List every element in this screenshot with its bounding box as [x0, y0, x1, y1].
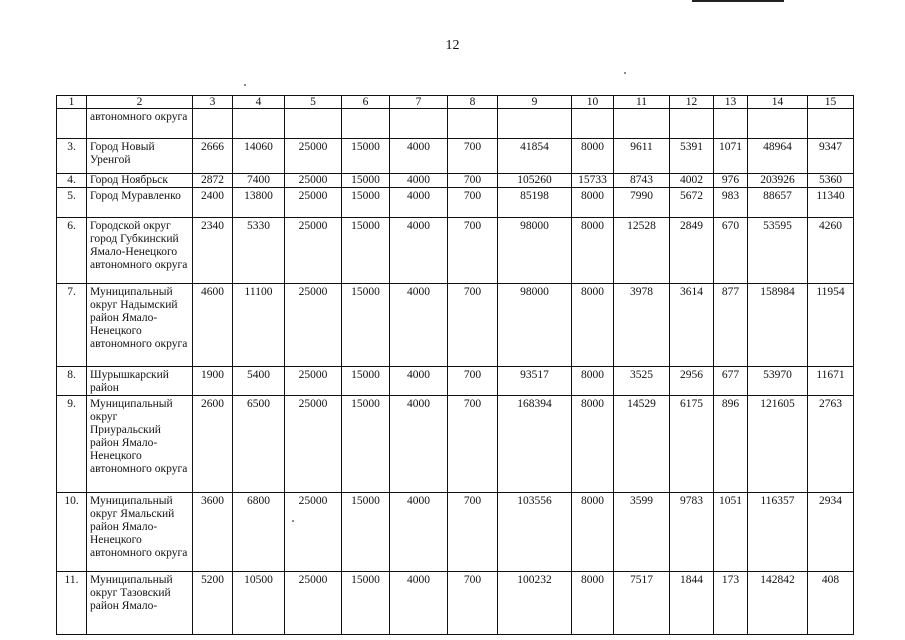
- cell-col-6: 15000: [342, 174, 390, 188]
- cell-col-7: 4000: [390, 284, 448, 367]
- cell-col-12: 5672: [670, 188, 714, 218]
- row-number: 4.: [57, 174, 87, 188]
- row-number: 8.: [57, 367, 87, 396]
- cell-col-4: 13800: [233, 188, 285, 218]
- cell-col-8: 700: [448, 284, 498, 367]
- cell-col-15: 2763: [808, 396, 854, 493]
- row-number: 10.: [57, 493, 87, 572]
- scan-speck: [624, 72, 626, 74]
- cell-col-10: 8000: [572, 572, 614, 635]
- row-number: 5.: [57, 188, 87, 218]
- table-row: [57, 139, 854, 174]
- cell-col-4: 6800: [233, 493, 285, 572]
- municipality-name: Город Новый Уренгой: [87, 139, 193, 174]
- cell-col-11: 7517: [614, 572, 670, 635]
- cell-col-5: 25000: [285, 188, 342, 218]
- cell-col-12: 6175: [670, 396, 714, 493]
- cell-col-14: 203926: [748, 174, 808, 188]
- cell-col-11: 14529: [614, 396, 670, 493]
- cell-col-3: 2666: [193, 139, 233, 174]
- cell-col-11: [614, 109, 670, 139]
- cell-col-15: 11671: [808, 367, 854, 396]
- cell-col-12: 3614: [670, 284, 714, 367]
- cell-col-7: 4000: [390, 139, 448, 174]
- cell-col-4: 5400: [233, 367, 285, 396]
- data-table: [56, 95, 854, 635]
- cell-col-3: [193, 109, 233, 139]
- cell-col-6: [342, 109, 390, 139]
- cell-col-15: 4260: [808, 218, 854, 284]
- cell-col-6: 15000: [342, 284, 390, 367]
- cell-col-3: 2872: [193, 174, 233, 188]
- cell-col-7: [390, 109, 448, 139]
- municipality-name: автономного округа: [87, 109, 193, 139]
- cell-col-8: [448, 109, 498, 139]
- cell-col-7: 4000: [390, 218, 448, 284]
- cell-col-4: 11100: [233, 284, 285, 367]
- cell-col-8: 700: [448, 174, 498, 188]
- page-number: 12: [445, 38, 460, 53]
- cell-col-12: [670, 109, 714, 139]
- cell-col-3: 4600: [193, 284, 233, 367]
- cell-col-10: 8000: [572, 139, 614, 174]
- cell-col-7: 4000: [390, 188, 448, 218]
- table-header-row: [57, 96, 854, 109]
- column-header: 15: [808, 96, 854, 109]
- column-header: 13: [714, 96, 748, 109]
- cell-col-14: 53970: [748, 367, 808, 396]
- column-header: 12: [670, 96, 714, 109]
- column-header: 1: [57, 96, 87, 109]
- cell-col-13: 983: [714, 188, 748, 218]
- cell-col-7: 4000: [390, 493, 448, 572]
- cell-col-5: 25000: [285, 396, 342, 493]
- column-header: 7: [390, 96, 448, 109]
- table-row: [57, 572, 854, 635]
- cell-col-9: 93517: [498, 367, 572, 396]
- cell-col-13: 877: [714, 284, 748, 367]
- column-header: 2: [87, 96, 193, 109]
- cell-col-9: 98000: [498, 218, 572, 284]
- cell-col-12: 1844: [670, 572, 714, 635]
- cell-col-15: 2934: [808, 493, 854, 572]
- cell-col-5: 25000: [285, 139, 342, 174]
- cell-col-9: [498, 109, 572, 139]
- cell-col-14: 158984: [748, 284, 808, 367]
- row-number: 7.: [57, 284, 87, 367]
- cell-col-13: 1071: [714, 139, 748, 174]
- cell-col-13: 670: [714, 218, 748, 284]
- row-number: 3.: [57, 139, 87, 174]
- cell-col-12: 4002: [670, 174, 714, 188]
- cell-col-15: 11954: [808, 284, 854, 367]
- cell-col-15: 408: [808, 572, 854, 635]
- cell-col-6: 15000: [342, 139, 390, 174]
- cell-col-9: 85198: [498, 188, 572, 218]
- municipality-name: Муниципальный округ Надымский район Ямало-Ненецкого автономного округа: [87, 284, 193, 367]
- cell-col-3: 5200: [193, 572, 233, 635]
- cell-col-6: 15000: [342, 572, 390, 635]
- cell-col-14: 53595: [748, 218, 808, 284]
- cell-col-15: 5360: [808, 174, 854, 188]
- cell-col-9: 103556: [498, 493, 572, 572]
- cell-col-4: 14060: [233, 139, 285, 174]
- cell-col-10: 8000: [572, 493, 614, 572]
- cell-col-5: 25000: [285, 284, 342, 367]
- cell-col-6: 15000: [342, 367, 390, 396]
- cell-col-11: 8743: [614, 174, 670, 188]
- cell-col-10: 8000: [572, 188, 614, 218]
- cell-col-4: 5330: [233, 218, 285, 284]
- municipality-name: Муниципальный округ Приуральский район Ямало-Ненецкого автономного округа: [87, 396, 193, 493]
- cell-col-10: [572, 109, 614, 139]
- cell-col-3: 3600: [193, 493, 233, 572]
- cell-col-5: 25000: [285, 218, 342, 284]
- top-edge-rule: [692, 0, 784, 2]
- table-row: [57, 396, 854, 493]
- cell-col-14: 88657: [748, 188, 808, 218]
- municipality-name: Город Ноябрьск: [87, 174, 193, 188]
- cell-col-5: 25000: [285, 493, 342, 572]
- municipality-name: Городской округ город Губкинский Ямало-Ненецкого автономного округа: [87, 218, 193, 284]
- cell-col-11: 3525: [614, 367, 670, 396]
- cell-col-15: [808, 109, 854, 139]
- cell-col-11: 3599: [614, 493, 670, 572]
- cell-col-14: 142842: [748, 572, 808, 635]
- cell-col-9: 105260: [498, 174, 572, 188]
- cell-col-9: 41854: [498, 139, 572, 174]
- column-header: 3: [193, 96, 233, 109]
- cell-col-13: 976: [714, 174, 748, 188]
- cell-col-7: 4000: [390, 174, 448, 188]
- column-header: 14: [748, 96, 808, 109]
- cell-col-10: 15733: [572, 174, 614, 188]
- table-row: [57, 284, 854, 367]
- table-row: [57, 218, 854, 284]
- column-header: 11: [614, 96, 670, 109]
- cell-col-10: 8000: [572, 367, 614, 396]
- cell-col-5: [285, 109, 342, 139]
- column-header: 5: [285, 96, 342, 109]
- cell-col-3: 2400: [193, 188, 233, 218]
- cell-col-10: 8000: [572, 396, 614, 493]
- cell-col-12: 9783: [670, 493, 714, 572]
- cell-col-8: 700: [448, 493, 498, 572]
- cell-col-11: 3978: [614, 284, 670, 367]
- cell-col-4: [233, 109, 285, 139]
- cell-col-11: 7990: [614, 188, 670, 218]
- cell-col-5: 25000: [285, 367, 342, 396]
- cell-col-9: 98000: [498, 284, 572, 367]
- cell-col-14: 116357: [748, 493, 808, 572]
- cell-col-15: 11340: [808, 188, 854, 218]
- table-row: [57, 109, 854, 139]
- cell-col-3: 1900: [193, 367, 233, 396]
- scan-speck: [244, 84, 246, 86]
- cell-col-12: 2849: [670, 218, 714, 284]
- table-row: [57, 188, 854, 218]
- column-header: 6: [342, 96, 390, 109]
- cell-col-9: 100232: [498, 572, 572, 635]
- municipality-name: Город Муравленко: [87, 188, 193, 218]
- cell-col-14: 121605: [748, 396, 808, 493]
- cell-col-5: 25000: [285, 572, 342, 635]
- cell-col-13: 1051: [714, 493, 748, 572]
- cell-col-10: 8000: [572, 218, 614, 284]
- municipality-name: Муниципальный округ Ямальский район Ямало-Ненецкого автономного округа: [87, 493, 193, 572]
- cell-col-9: 168394: [498, 396, 572, 493]
- cell-col-6: 15000: [342, 218, 390, 284]
- table-row: [57, 174, 854, 188]
- table-row: [57, 367, 854, 396]
- cell-col-3: 2600: [193, 396, 233, 493]
- column-header: 10: [572, 96, 614, 109]
- municipality-name: Шурышкарский район: [87, 367, 193, 396]
- table-row: [57, 493, 854, 572]
- cell-col-8: 700: [448, 139, 498, 174]
- cell-col-14: [748, 109, 808, 139]
- row-number: 9.: [57, 396, 87, 493]
- cell-col-8: 700: [448, 572, 498, 635]
- cell-col-7: 4000: [390, 396, 448, 493]
- cell-col-8: 700: [448, 396, 498, 493]
- cell-col-6: 15000: [342, 396, 390, 493]
- cell-col-3: 2340: [193, 218, 233, 284]
- cell-col-8: 700: [448, 188, 498, 218]
- cell-col-13: [714, 109, 748, 139]
- municipality-name: Муниципальный округ Тазовский район Ямало-: [87, 572, 193, 635]
- cell-col-6: 15000: [342, 493, 390, 572]
- cell-col-15: 9347: [808, 139, 854, 174]
- cell-col-5: 25000: [285, 174, 342, 188]
- cell-col-8: 700: [448, 367, 498, 396]
- cell-col-13: 896: [714, 396, 748, 493]
- cell-col-11: 9611: [614, 139, 670, 174]
- cell-col-14: 48964: [748, 139, 808, 174]
- cell-col-10: 8000: [572, 284, 614, 367]
- cell-col-4: 6500: [233, 396, 285, 493]
- column-header: 8: [448, 96, 498, 109]
- cell-col-12: 5391: [670, 139, 714, 174]
- cell-col-6: 15000: [342, 188, 390, 218]
- row-number: [57, 109, 87, 139]
- cell-col-13: 173: [714, 572, 748, 635]
- cell-col-4: 10500: [233, 572, 285, 635]
- cell-col-4: 7400: [233, 174, 285, 188]
- row-number: 6.: [57, 218, 87, 284]
- column-header: 4: [233, 96, 285, 109]
- cell-col-7: 4000: [390, 367, 448, 396]
- cell-col-13: 677: [714, 367, 748, 396]
- cell-col-8: 700: [448, 218, 498, 284]
- cell-col-7: 4000: [390, 572, 448, 635]
- column-header: 9: [498, 96, 572, 109]
- cell-col-11: 12528: [614, 218, 670, 284]
- cell-col-12: 2956: [670, 367, 714, 396]
- row-number: 11.: [57, 572, 87, 635]
